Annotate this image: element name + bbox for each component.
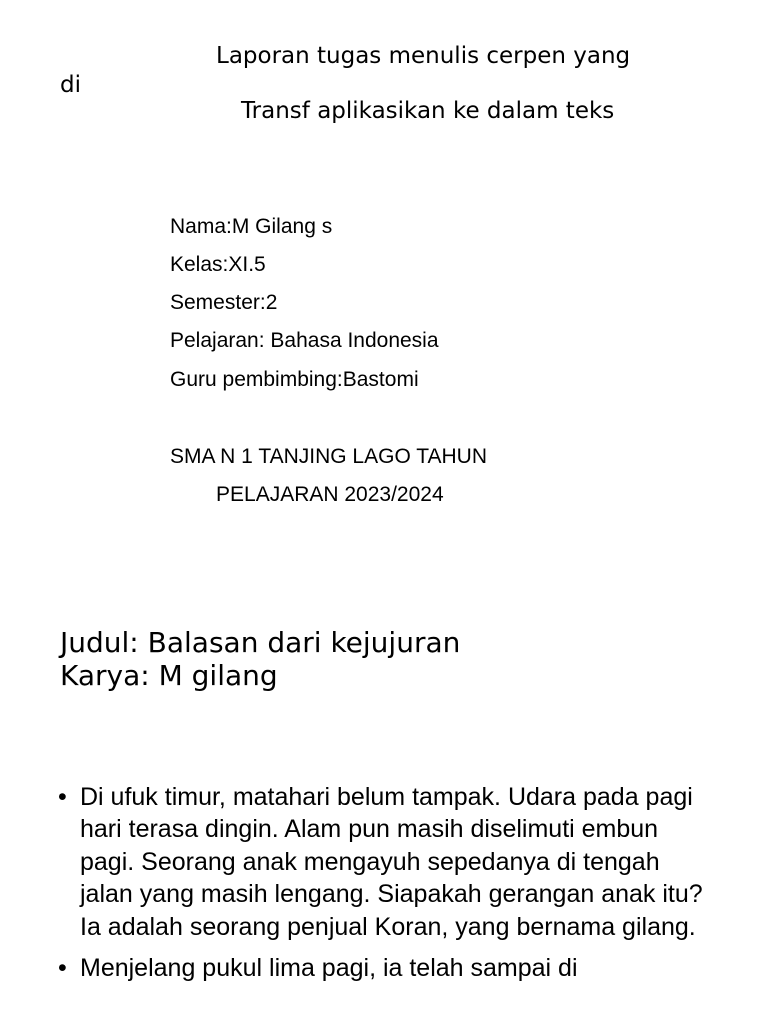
story-title: Judul: Balasan dari kejujuran — [60, 626, 461, 659]
report-title-line-2: Transf aplikasikan ke dalam teks — [241, 98, 615, 124]
story-paragraph — [56, 952, 704, 984]
story-paragraph-list — [56, 781, 704, 993]
bullet-icon: • — [58, 954, 67, 983]
school-name: SMA N 1 TANJING LAGO TAHUN — [170, 445, 488, 468]
student-teacher: Guru pembimbing:Bastomi — [170, 368, 419, 391]
story-paragraph — [56, 781, 704, 943]
paragraph-text: Di ufuk timur, matahari belum tampak. Udara pada pagi hari terasa dingin. Alam pun masih diselimuti embun pagi. Seorang anak mengayuh sepedanya di tengah jalan yang masih lengang. Siapakah gerangan anak itu? Ia adalah seorang penjual Koran, yang bernama gilang. — [80, 783, 703, 941]
report-title-line-1: Laporan tugas menulis cerpen yang — [216, 43, 631, 69]
student-class: Kelas:XI.5 — [170, 253, 266, 276]
academic-year: PELAJARAN 2023/2024 — [216, 483, 444, 506]
student-subject: Pelajaran: Bahasa Indonesia — [170, 329, 439, 352]
report-title-fragment: di — [60, 72, 81, 98]
paragraph-text: Menjelang pukul lima pagi, ia telah sampai di — [80, 954, 578, 983]
bullet-icon: • — [58, 783, 67, 811]
story-author: Karya: M gilang — [60, 659, 278, 692]
student-semester: Semester:2 — [170, 291, 278, 314]
student-name: Nama:M Gilang s — [170, 215, 333, 238]
